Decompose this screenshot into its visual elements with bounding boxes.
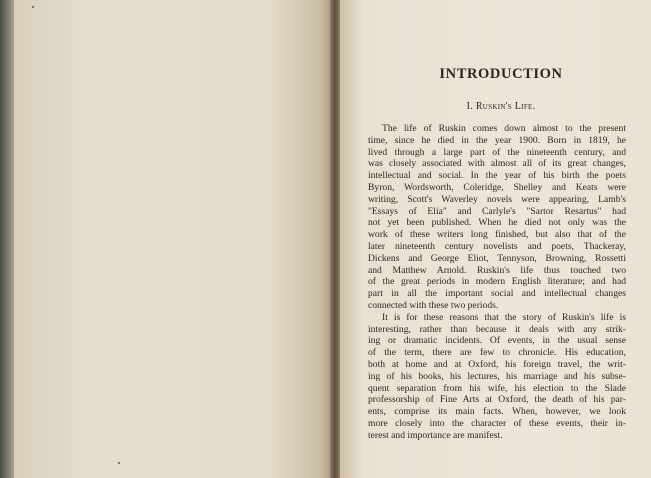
text-line: ing or dramatic incidents. Of events, in the usual sense — [368, 335, 626, 347]
book-cover-edge — [0, 0, 14, 478]
text-line: "Essays of Elia" and Carlyle's "Sartor Resartus" had — [368, 205, 626, 217]
text-line: more closely into the character of these events, their in- — [368, 417, 626, 429]
left-page-blank — [14, 0, 332, 478]
text-line: and Matthew Arnold. Ruskin's life thus touched two — [368, 264, 626, 276]
text-line: ing of his books, his lectures, his marriage and his subse- — [368, 370, 626, 382]
text-line: quent separation from his wife, his election to the Slade — [368, 382, 626, 394]
text-line: It is for these reasons that the story of Ruskin's life is — [382, 311, 626, 323]
text-line: writing, Scott's Waverley novels were appearing, Lamb's — [368, 193, 626, 205]
text-line: part in all the important social and intellectual changes — [368, 288, 626, 300]
text-line: later nineteenth century novelists and poets, Thackeray, — [368, 240, 626, 252]
text-line: The life of Ruskin comes down almost to the present — [382, 123, 626, 134]
text-line: connected with these two periods. — [368, 299, 499, 311]
page-content — [368, 66, 626, 442]
text-line: ents, comprise its main facts. When, however, we look — [368, 406, 626, 418]
text-line: terest and importance are manifest. — [368, 429, 503, 441]
paper-speck — [32, 6, 34, 8]
text-line: time, since he died in the year 1900. Born in 1819, he — [368, 134, 626, 146]
text-line: not yet been published. When he died not only was the — [368, 217, 626, 229]
paragraph-2 — [368, 312, 626, 442]
paragraph-1 — [368, 123, 626, 312]
text-line: of the great periods in modern English literature; and had — [368, 276, 626, 288]
text-line: interesting, rather than because it deals with any strik- — [368, 323, 626, 335]
paper-speck — [118, 462, 120, 464]
text-line: intellectual and social. In the year of his birth the poets — [368, 170, 626, 182]
text-line: Byron, Wordsworth, Coleridge, Shelley and Keats were — [368, 181, 626, 193]
text-line: lived through a large part of the nineteenth century, and — [368, 146, 626, 158]
text-line: of the term, there are few to chronicle. His education, — [368, 347, 626, 359]
text-line: Dickens and George Eliot, Tennyson, Browning, Rossetti — [368, 252, 626, 264]
section-subheading: I. Ruskin's Life. — [466, 101, 536, 112]
text-line: both at home and at Oxford, his foreign travel, the writ- — [368, 358, 626, 370]
text-line: work of these writers long finished, but also that of the — [368, 229, 626, 241]
text-line: was closely associated with almost all of its great changes, — [368, 158, 626, 170]
page-heading: INTRODUCTION — [439, 66, 563, 82]
text-line: professorship of Fine Arts at Oxford, the death of his par- — [368, 394, 626, 406]
